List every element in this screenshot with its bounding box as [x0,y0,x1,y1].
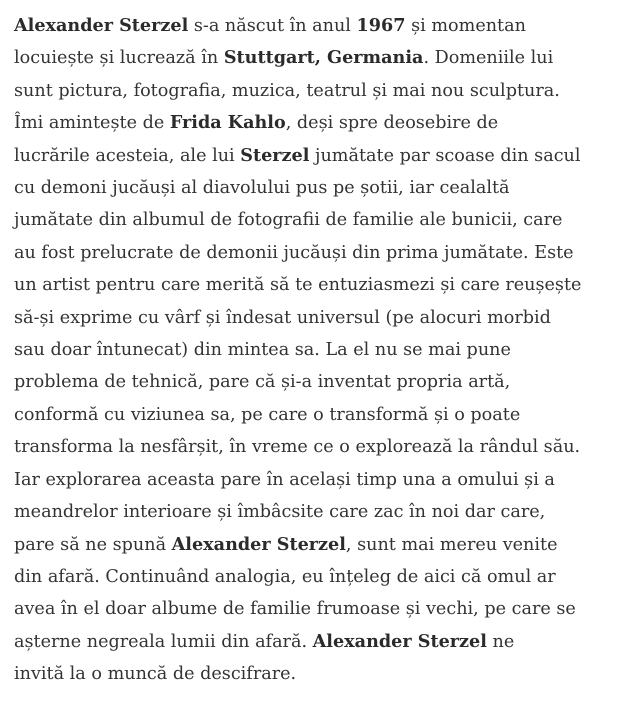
text-segment: s-a născut în anul [188,16,357,36]
text-segment: , sunt mai mereu venite [345,534,558,555]
text-segment: , deși spre deosebire de [285,113,499,134]
text-line [14,431,626,463]
text-segment: jumătate par scoase din sacul [309,145,581,166]
text-line [14,496,626,528]
bold-text-segment: Sterzel [240,144,310,166]
text-line [14,204,626,236]
text-segment: sunt pictura, fotografia, muzica, teatrul și mai nou sculptura. [14,80,560,101]
text-line [14,366,626,398]
text-line [14,302,626,334]
text-line [14,10,626,42]
text-segment: meandrelor interioare și îmbâcsite care zac în noi dar care, [14,502,546,523]
bold-text-segment: Alexander Sterzel [171,533,346,555]
text-segment: și momentan [405,16,526,36]
text-line [14,593,626,625]
text-segment: Îmi amintește de [14,113,170,134]
bold-text-segment: Alexander Sterzel [14,15,189,36]
text-segment: . Domeniile lui [423,48,554,69]
text-segment: așterne negreala lumii din afară. [14,631,313,652]
text-segment: lucrările acesteia, ale lui [14,145,241,166]
text-line [14,140,626,172]
bold-text-segment: Frida Kahlo [169,112,286,134]
text-segment: au fost prelucrate de demonii jucăuși din prima jumătate. Este [14,242,574,263]
text-segment: un artist pentru care merită să te entuziasmezi și care reușește [14,275,582,296]
text-line [14,399,626,431]
text-line [14,42,626,74]
text-segment: locuiește și lucrează în [14,48,224,69]
text-segment: jumătate din albumul de fotografii de familie ale bunicii, care [14,210,563,231]
text-line [14,334,626,366]
text-segment: avea în el doar albume de familie frumoase și vechi, pe care se [14,599,576,620]
text-segment: pare să ne spună [14,534,172,555]
text-line [14,75,626,107]
text-segment: Iar explorarea aceasta pare în același timp una a omului și a [14,469,555,490]
text-segment: transforma la nesfârșit, în vreme ce o explorează la rândul său. [14,437,581,458]
text-line [14,172,626,204]
text-line [14,237,626,269]
text-segment: problema de tehnică, pare că și-a inventat propria artă, [14,372,511,393]
text-segment: conformă cu viziunea sa, pe care o transformă și o poate [14,404,521,425]
text-line [14,561,626,593]
text-line [14,626,626,658]
bold-text-segment: Stuttgart, Germania [223,47,424,69]
text-line [14,107,626,139]
text-segment: cu demoni jucăuși al diavolului pus pe șotii, iar cealaltă [14,178,510,199]
text-segment: sau doar întunecat) din mintea sa. La el nu se mai pune [14,340,511,361]
bold-text-segment: 1967 [356,15,406,36]
text-segment: să-și exprime cu vârf și îndesat universul (pe alocuri morbid [14,307,551,328]
text-segment: din afară. Continuând analogia, eu înțeleg de aici că omul ar [14,566,556,587]
text-line [14,269,626,301]
article-paragraph [14,10,626,691]
bold-text-segment: Alexander Sterzel [312,630,487,652]
text-line [14,658,626,690]
text-segment: invită la o muncă de descifrare. [14,664,297,685]
text-line [14,464,626,496]
text-line [14,529,626,561]
text-segment: ne [486,631,515,652]
